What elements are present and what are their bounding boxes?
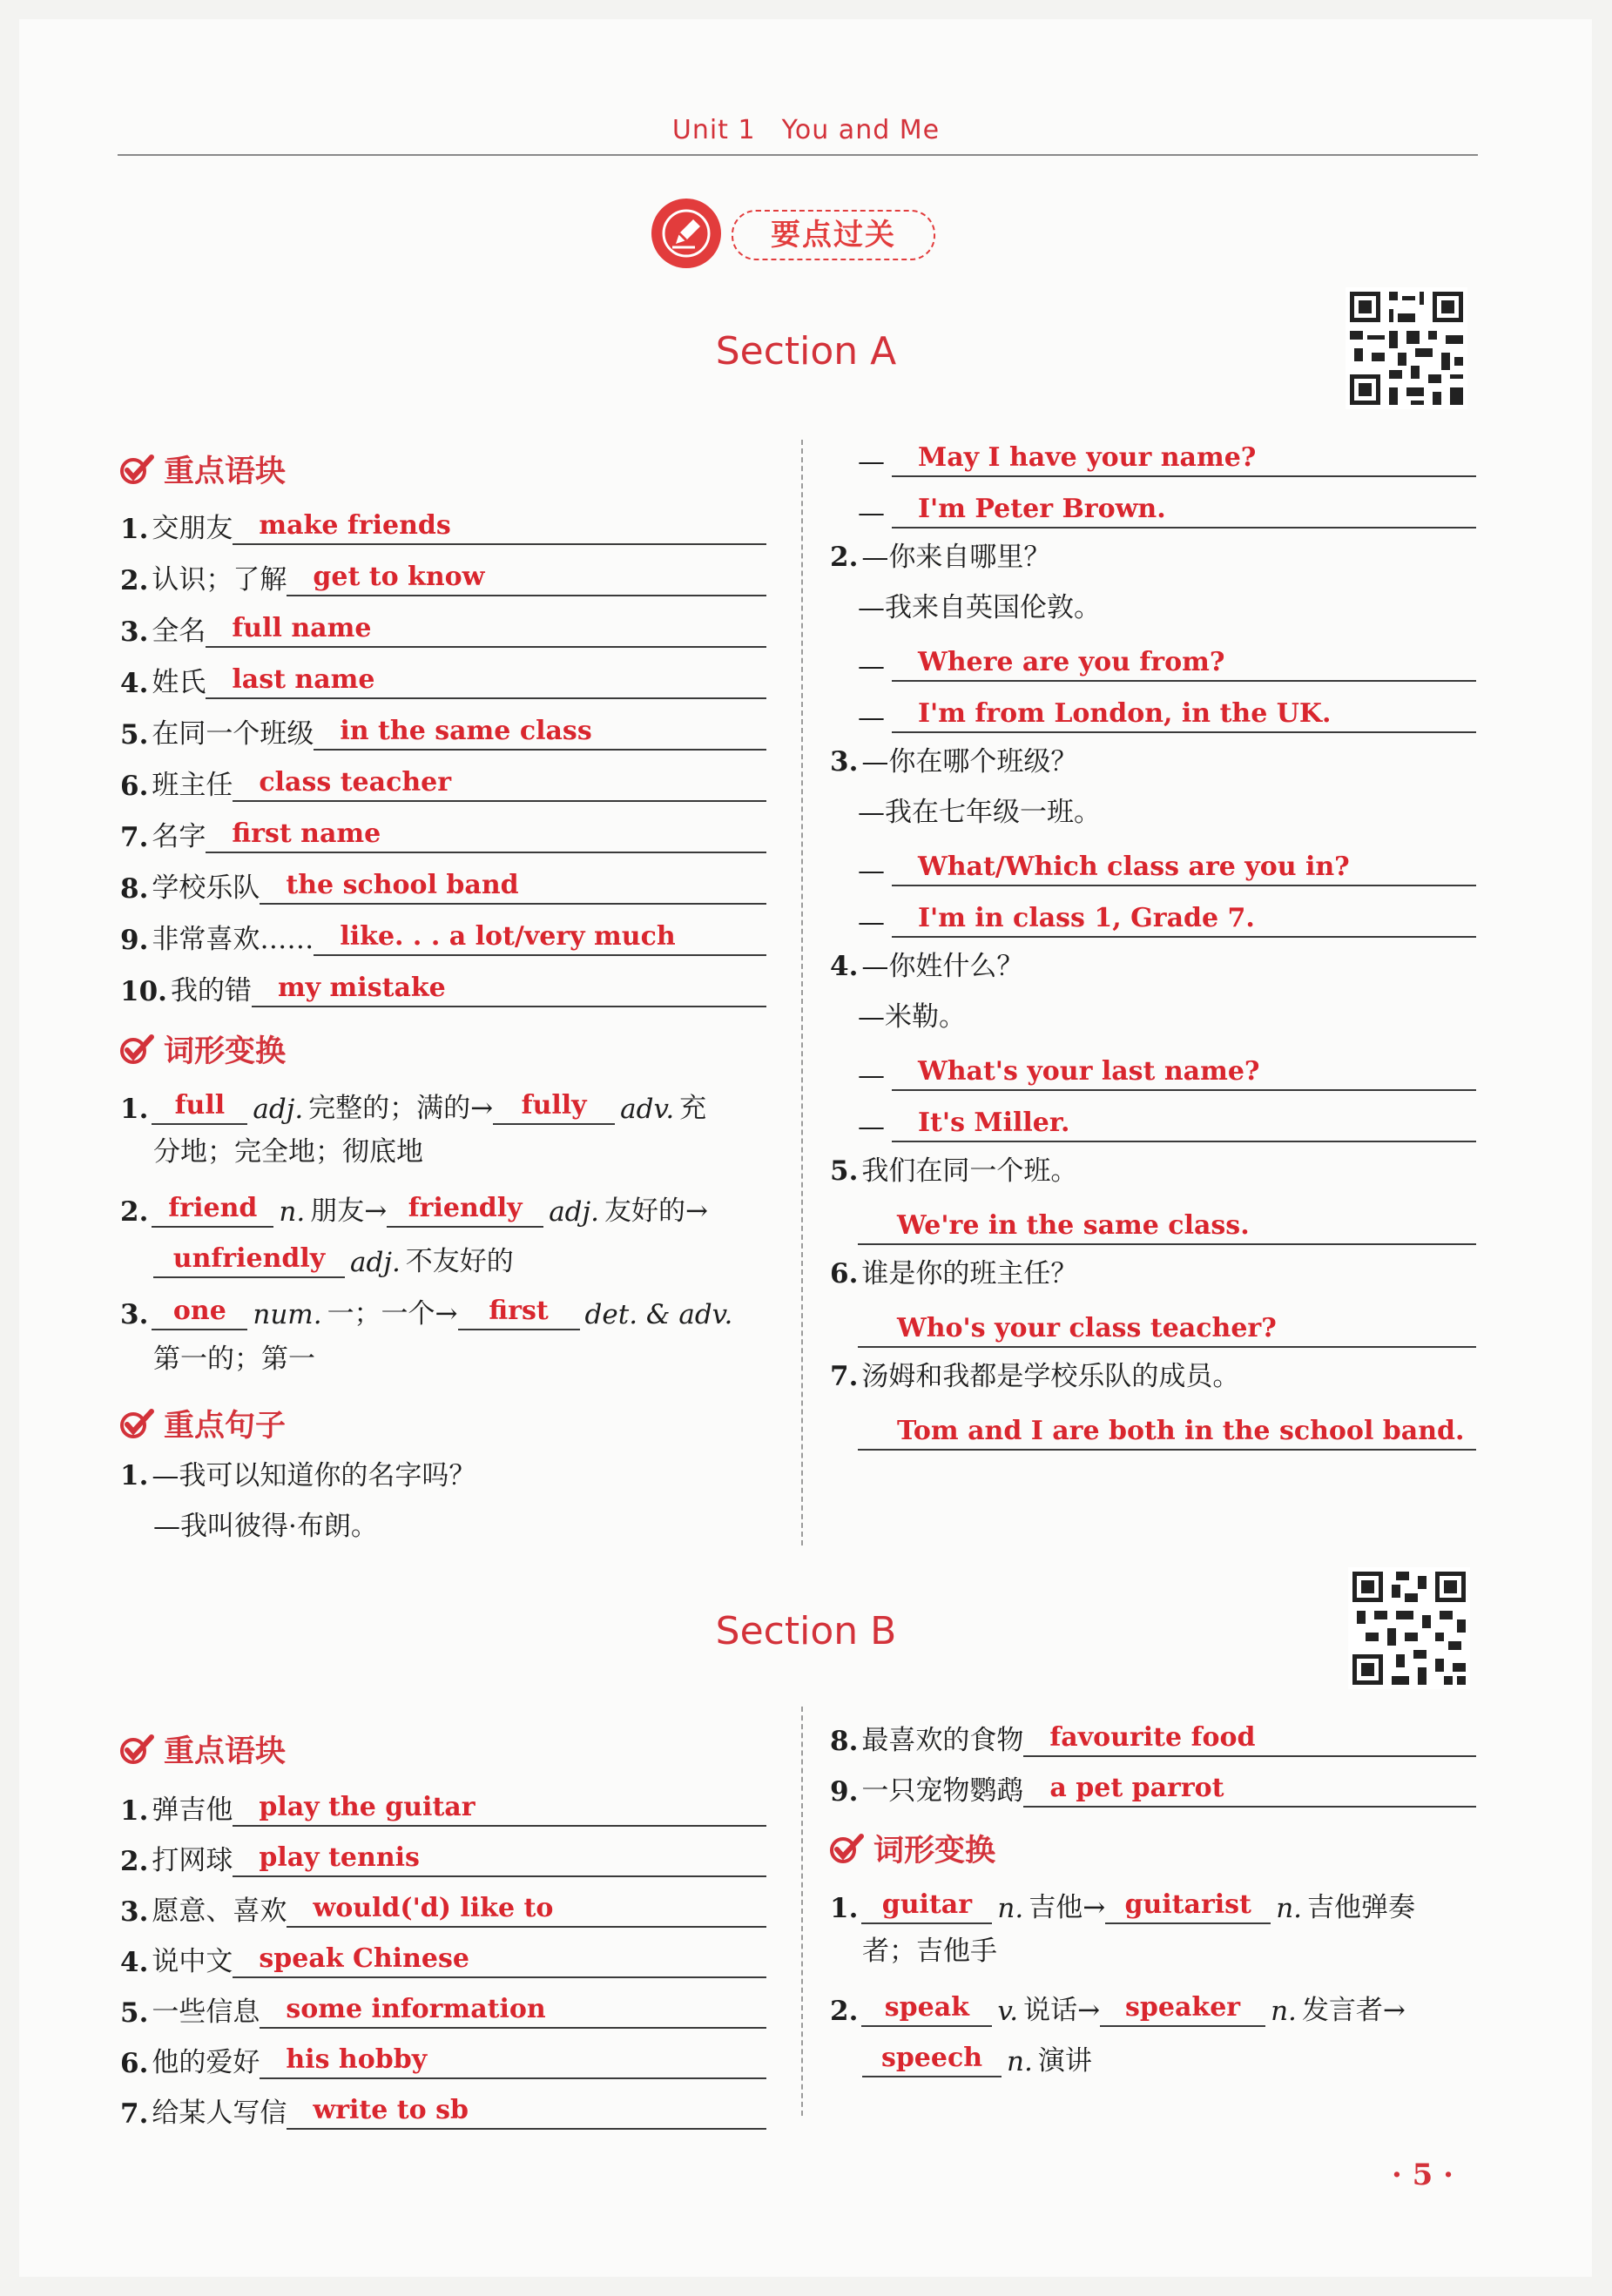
checkmark-icon [120, 1734, 155, 1765]
unit-title: You and Me [781, 115, 941, 145]
answer-line: Tom and I are both in the school band. [858, 1407, 1476, 1451]
page-number: · 5 · [1392, 2158, 1454, 2192]
wordform-item: 3. one num. 一；一个→ first det. & adv. [120, 1296, 733, 1330]
answer-line: — I'm from London, in the UK. [858, 690, 1476, 733]
answer-line: We're in the same class. [858, 1202, 1476, 1245]
wordform-item: 2. friend n. 朋友→ friendly adj. 友好的→ [120, 1193, 708, 1228]
sentence-prompt: 3. —你在哪个班级？ [830, 746, 1078, 778]
wordform-item: 2. speak v. 说话→ speaker n. 发言者→ [830, 1992, 1406, 2027]
list-item: 6. 他的爱好 his hobby [120, 2036, 766, 2079]
sa-sentences-heading: 重点句子 [120, 1402, 286, 1445]
list-item: 1. 弹吉他 play the guitar [120, 1783, 766, 1827]
wordform-continuation: 者；吉他手 [862, 1936, 997, 1967]
sb-phrases-heading: 重点语块 [120, 1727, 286, 1771]
section-a-title: Section A [715, 329, 897, 374]
wordform-continuation: speech n. 演讲 [862, 2034, 1298, 2077]
sentence-prompt: 5. 我们在同一个班。 [830, 1155, 1078, 1187]
list-item: 2. 打网球 play tennis [120, 1834, 766, 1877]
checkmark-icon [830, 1833, 865, 1864]
list-item: 7. 名字 first name [120, 810, 766, 853]
list-item: 9. 非常喜欢…… like. . . a lot/very much [120, 912, 766, 956]
sa-wordforms-heading: 词形变换 [120, 1027, 286, 1071]
answer-line: Who's your class teacher? [858, 1304, 1476, 1348]
wordform-continuation: 第一的；第一 [153, 1343, 315, 1375]
sa-phrases-heading: 重点语块 [120, 448, 286, 491]
list-item: 3. 愿意、喜欢 would('d) like to [120, 1884, 766, 1928]
wordform-item: 1. guitar n. 吉他→ guitarist n. 吉他弹奏 [830, 1889, 1416, 1924]
list-item: 9. 一只宠物鹦鹉 a pet parrot [830, 1764, 1476, 1808]
answer-line: — What/Which class are you in? [858, 843, 1476, 886]
section-a-column-divider [801, 440, 803, 1545]
header-divider [118, 154, 1478, 156]
key-points-banner [651, 199, 948, 268]
answer-line: — What's your last name? [858, 1047, 1476, 1091]
wordform-continuation: unfriendly adj. 不友好的 [153, 1235, 676, 1278]
sentence-prompt: 4. —你姓什么？ [830, 951, 1024, 982]
checkmark-icon [120, 454, 155, 485]
wordform-continuation: 分地；完全地；彻底地 [153, 1136, 423, 1168]
list-item: 7. 给某人写信 write to sb [120, 2086, 766, 2130]
list-item: 1. 交朋友 make friends [120, 502, 766, 545]
wordform-item: 1. full adj. 完整的；满的→ fully adv. 充 [120, 1090, 707, 1125]
checkmark-icon [120, 1034, 155, 1065]
banner-label: 要点过关 [732, 210, 935, 260]
sentence-prompt: 1. —我可以知道你的名字吗？ [120, 1460, 476, 1491]
answer-line: — I'm in class 1, Grade 7. [858, 894, 1476, 938]
list-item: 5. 在同一个班级 in the same class [120, 707, 766, 751]
sentence-prompt: 7. 汤姆和我都是学校乐队的成员。 [830, 1361, 1240, 1392]
qr-code-icon-a[interactable] [1346, 287, 1467, 409]
answer-line: — I'm Peter Brown. [858, 485, 1476, 529]
list-item: 5. 一些信息 some information [120, 1985, 766, 2029]
list-item: 8. 最喜欢的食物 favourite food [830, 1714, 1476, 1757]
sentence-prompt-reply: —我叫彼得·布朗。 [153, 1511, 378, 1542]
sentence-prompt-reply: —我来自英国伦敦。 [858, 592, 1101, 623]
sentence-prompt-reply: —米勒。 [858, 1001, 966, 1033]
sentence-prompt: 6. 谁是你的班主任？ [830, 1258, 1078, 1289]
sentence-prompt: 2. —你来自哪里？ [830, 542, 1051, 573]
qr-code-icon-b[interactable] [1348, 1567, 1470, 1689]
answer-line: — Where are you from? [858, 638, 1476, 682]
sentence-prompt-reply: —我在七年级一班。 [858, 797, 1101, 828]
pen-badge-icon [651, 199, 721, 268]
list-item: 4. 姓氏 last name [120, 656, 766, 699]
list-item: 4. 说中文 speak Chinese [120, 1935, 766, 1978]
section-b-title: Section B [715, 1609, 897, 1653]
list-item: 6. 班主任 class teacher [120, 758, 766, 802]
list-item: 3. 全名 full name [120, 604, 766, 648]
list-item: 2. 认识；了解 get to know [120, 553, 766, 596]
list-item: 8. 学校乐队 the school band [120, 861, 766, 905]
list-item: 10. 我的错 my mistake [120, 964, 766, 1007]
unit-label: Unit 1 [671, 115, 756, 145]
answer-line: — It's Miller. [858, 1099, 1476, 1142]
sb-wordforms-heading: 词形变换 [830, 1827, 995, 1870]
checkmark-icon [120, 1408, 155, 1439]
running-head [0, 115, 1612, 145]
answer-line: — May I have your name? [858, 434, 1476, 477]
section-b-column-divider [801, 1707, 803, 2116]
